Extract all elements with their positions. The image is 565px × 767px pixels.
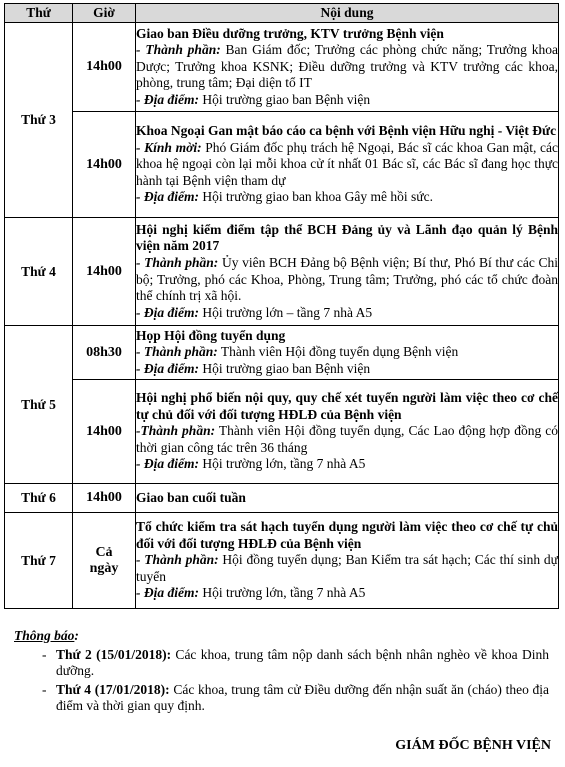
line-label: - Kính mời: <box>136 139 202 155</box>
line-label: - Địa điểm: <box>136 189 199 205</box>
event-title: Giao ban cuối tuần <box>136 489 246 505</box>
time-cell: 08h30 <box>73 326 136 380</box>
line-label: - Thành phần: <box>136 552 219 568</box>
line-label: - Thành phần: <box>136 42 221 58</box>
day-cell: Thứ 7 <box>5 513 73 609</box>
line-text: Hội trường giao ban Bệnh viện <box>199 360 371 376</box>
event-line <box>136 189 558 206</box>
line-label: - Thành phần: <box>136 344 218 360</box>
line-text: Hội trường lớn – tầng 7 nhà A5 <box>199 304 373 320</box>
content-cell <box>136 218 559 326</box>
line-label: -Thành phần: <box>136 423 216 439</box>
table-row <box>5 326 559 380</box>
line-text: Thành viên Hội đồng tuyển dụng Bệnh viện <box>217 344 459 360</box>
content-cell <box>136 513 559 609</box>
event-line <box>136 361 558 378</box>
line-text: Ban Giám đốc; Trưởng các phòng chức năng; Trưởng khoa Dược; Trưởng khoa KSNK; Điều dưỡng trưởng và KTV trưởng các khoa, phòng, trung tâm; Đại diện tổ IT <box>136 42 559 91</box>
line-label: - Địa điểm: <box>136 304 199 320</box>
event-line <box>136 305 558 322</box>
table-row <box>5 112 559 218</box>
notice-item <box>14 647 549 680</box>
header-content: Nội dung <box>136 4 559 23</box>
event-title: Hội nghị kiểm điểm tập thể BCH Đảng ủy và Lãnh đạo quản lý Bệnh viện năm 2017 <box>136 221 558 254</box>
table-row <box>5 23 559 112</box>
line-text: Thành viên Hội đồng tuyển dụng, Các Lao động hợp đồng có thời gian công tác trên 36 tháng <box>136 423 559 455</box>
line-text: Hội trường giao ban khoa Gây mê hồi sức. <box>199 189 433 205</box>
time-cell: 14h00 <box>73 380 136 484</box>
day-cell: Thứ 3 <box>5 23 73 218</box>
table-row <box>5 218 559 326</box>
line-text: Hội trường lớn, tầng 7 nhà A5 <box>199 585 366 601</box>
notice-title: Thông báo <box>14 628 75 643</box>
event-line <box>136 140 558 190</box>
content-cell <box>136 23 559 112</box>
notice-key: Thứ 2 (15/01/2018): <box>56 646 172 662</box>
header-time: Giờ <box>73 4 136 23</box>
event-line <box>136 552 558 585</box>
time-cell: 14h00 <box>73 484 136 513</box>
event-title: Hội nghị phổ biến nội quy, quy chế xét tuyển người làm việc theo cơ chế tự chủ đối với đối tượng HĐLĐ của Bệnh viện <box>136 390 558 422</box>
notice-heading <box>14 628 549 645</box>
line-text: Hội trường giao ban Bệnh viện <box>199 91 371 107</box>
event-line <box>136 42 558 92</box>
day-cell: Thứ 4 <box>5 218 73 326</box>
notice-dash: - <box>42 681 47 697</box>
event-title: Họp Hội đồng tuyển dụng <box>136 327 286 343</box>
notice-key: Thứ 4 (17/01/2018): <box>56 681 170 697</box>
line-text: Hội đồng tuyển dụng; Ban Kiểm tra sát hạch; Các thí sinh dự tuyển <box>136 552 558 584</box>
content-cell <box>136 380 559 484</box>
event-line <box>136 255 558 305</box>
time-cell: 14h00 <box>73 112 136 218</box>
event-title: Tổ chức kiểm tra sát hạch tuyển dụng người làm việc theo cơ chế tự chủ đối với đối tượng HĐLĐ của Bệnh viện <box>136 519 558 551</box>
line-text: Phó Giám đốc phụ trách hệ Ngoại, Bác sĩ các khoa Gan mật, các khoa hệ ngoại còn lại mỗi khoa cử ít nhất 01 Bác sĩ, các Bác sĩ đang học thực hành tại Bệnh viện tham dự <box>136 139 558 188</box>
content-cell <box>136 484 559 513</box>
line-label: - Địa điểm: <box>136 91 199 107</box>
notice-section <box>14 628 549 715</box>
header-day: Thứ <box>5 4 73 23</box>
event-line <box>136 92 558 109</box>
line-label: - Địa điểm: <box>136 456 199 472</box>
table-row <box>5 380 559 484</box>
line-text: Ủy viên BCH Đảng bộ Bệnh viện; Bí thư, Phó Bí thư các Chi bộ; Trưởng, phó các Khoa, Phòng, Trung tâm; Trưởng, phó các tổ chức đoàn thể chính trị xã hội. <box>136 254 558 304</box>
content-cell <box>136 112 559 218</box>
line-label: - Thành phần: <box>136 254 219 270</box>
signature: GIÁM ĐỐC BỆNH VIỆN <box>395 738 551 753</box>
event-title: Giao ban Điều dưỡng trưởng, KTV trưởng Bệnh viện <box>136 25 444 41</box>
line-label: - Địa điểm: <box>136 585 199 601</box>
line-label: - Địa điểm: <box>136 360 199 376</box>
time-cell: 14h00 <box>73 23 136 112</box>
event-line <box>136 423 558 456</box>
notice-item <box>14 682 549 715</box>
day-cell: Thứ 6 <box>5 484 73 513</box>
schedule-table <box>4 3 559 609</box>
content-cell <box>136 326 559 380</box>
table-row <box>5 484 559 513</box>
event-line <box>136 585 558 602</box>
time-cell: 14h00 <box>73 218 136 326</box>
event-line <box>136 344 558 361</box>
event-title: Khoa Ngoại Gan mật báo cáo ca bệnh với Bệnh viện Hữu nghị - Việt Đức <box>136 123 557 139</box>
notice-text: Các khoa, trung tâm cử Điều dưỡng đến nhận suất ăn (cháo) theo địa điểm và thời gian quy định. <box>56 681 549 714</box>
line-text: Hội trường lớn, tầng 7 nhà A5 <box>199 456 366 472</box>
time-cell: Cả ngày <box>73 513 136 609</box>
day-cell: Thứ 5 <box>5 326 73 484</box>
table-row <box>5 513 559 609</box>
notice-text: Các khoa, trung tâm nộp danh sách bệnh nhân nghèo về khoa Dinh dưỡng. <box>56 646 549 679</box>
notice-colon: : <box>74 628 79 643</box>
notice-dash: - <box>42 646 47 662</box>
event-line <box>136 456 558 473</box>
table-header-row <box>5 4 559 23</box>
